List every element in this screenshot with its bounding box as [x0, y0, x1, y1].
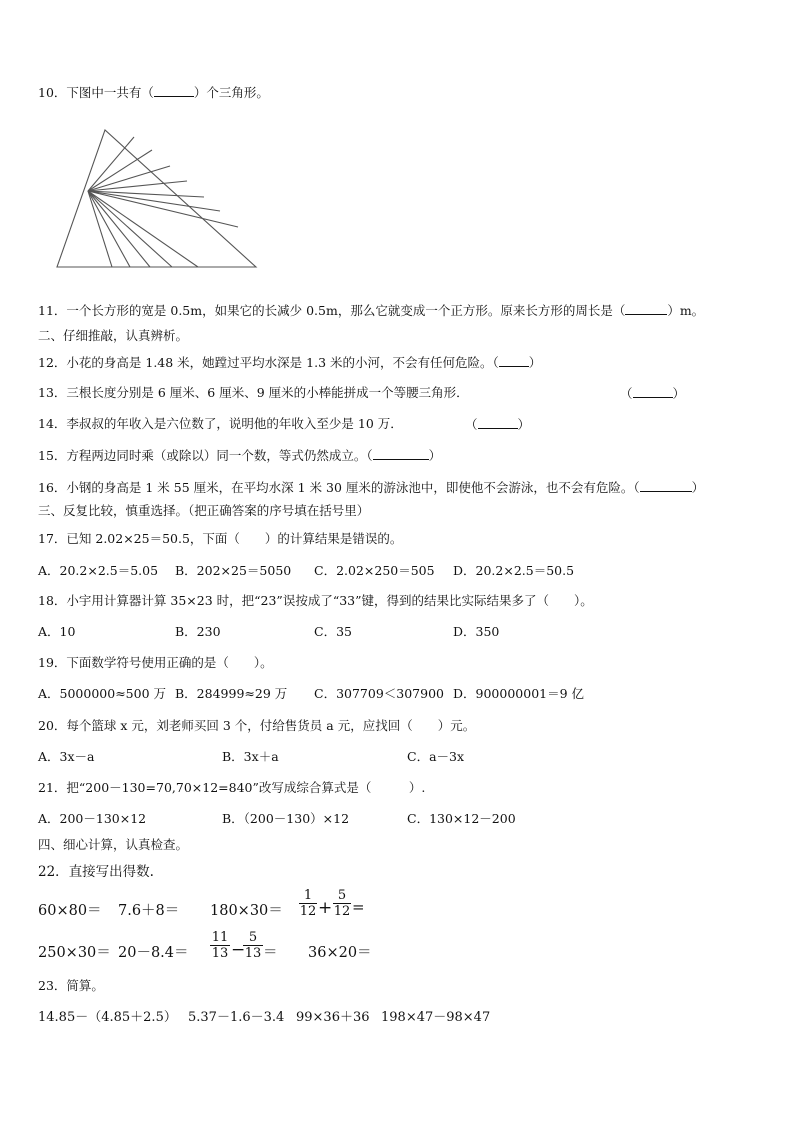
simplify-item: 99×36＋36 — [296, 1010, 370, 1025]
question-number: 14． — [38, 416, 67, 431]
simplify-item: 14.85－（4.85＋2.5） — [38, 1010, 177, 1025]
question-number: 10． — [38, 85, 67, 100]
option-a[interactable]: A．200－130×12 — [38, 811, 147, 826]
calc-item: 60×80＝ — [38, 903, 102, 919]
option-c[interactable]: C．307709＜307900 — [314, 686, 444, 701]
question-20 — [38, 718, 475, 734]
question-23 — [38, 978, 104, 994]
option-c[interactable]: C．130×12－200 — [407, 811, 516, 826]
section-4-heading: 四、细心计算，认真检查。 — [38, 837, 189, 852]
bracket-close: ） — [517, 417, 531, 432]
bracket-open: （ — [465, 417, 478, 432]
question-text: 每个篮球 x 元，刘老师买回 3 个，付给售货员 a 元，应找回（ ）元。 — [66, 718, 476, 733]
option-b[interactable]: B．284999≈29 万 — [175, 686, 288, 701]
question-text: 简算。 — [66, 978, 104, 993]
numerator: 11 — [211, 930, 229, 945]
question-text: 一个长方形的宽是 0.5m，如果它的长减少 0.5m，那么它就变成一个正方形。原来长方形的周长是（ — [66, 303, 626, 318]
question-number: 19． — [38, 655, 67, 670]
question-text-end: ）个三角形。 — [193, 85, 269, 100]
option-a[interactable]: A．3x－a — [38, 749, 95, 764]
fraction — [299, 888, 317, 919]
question-10 — [38, 84, 269, 101]
section-2-heading: 二、仔细推敲，认真辨析。 — [38, 328, 189, 343]
question-text: 已知 2.02×25＝50.5，下面（ ）的计算结果是错误的。 — [66, 531, 403, 546]
equals-sign: = — [352, 898, 365, 916]
denominator: 12 — [299, 904, 317, 919]
option-a[interactable]: A．20.2×2.5＝5.05 — [38, 563, 159, 578]
numerator: 5 — [248, 930, 258, 945]
question-16 — [38, 479, 704, 496]
question-18 — [38, 593, 593, 609]
question-number: 17． — [38, 531, 67, 546]
question-text-end: ）m。 — [667, 303, 705, 318]
answer-blank[interactable] — [640, 479, 692, 492]
fraction — [333, 888, 351, 919]
question-number: 13． — [38, 385, 67, 400]
plus-operator: + — [318, 898, 333, 918]
section-3-heading: 三、反复比较，慎重选择。（把正确答案的序号填在括号里） — [38, 503, 370, 518]
option-b[interactable]: B．202×25＝5050 — [175, 563, 292, 578]
option-c[interactable]: C．35 — [314, 624, 352, 639]
denominator: 13 — [244, 946, 262, 961]
calc-item: 250×30＝ — [38, 945, 111, 961]
answer-blank[interactable] — [478, 416, 518, 429]
question-text-end: ） — [528, 355, 542, 370]
fraction — [243, 930, 263, 961]
answer-bracket-14 — [465, 416, 530, 433]
question-number: 18． — [38, 593, 67, 608]
question-text: 小钢的身高是 1 米 55 厘米，在平均水深 1 米 30 厘米的游泳池中，即使他不会游泳，也不会有危险。（ — [66, 480, 640, 495]
question-text: 下图中一共有（ — [66, 85, 154, 100]
question-number: 20． — [38, 718, 67, 733]
question-text-end: ） — [691, 480, 705, 495]
question-text-end: ） — [428, 448, 442, 463]
question-number: 15． — [38, 448, 67, 463]
calc-item: 180×30＝ — [210, 903, 283, 919]
question-19 — [38, 655, 273, 671]
question-12 — [38, 354, 541, 371]
question-17 — [38, 531, 402, 547]
equals-sign: ＝ — [263, 945, 278, 961]
bracket-close: ） — [672, 386, 686, 401]
question-number: 12． — [38, 355, 67, 370]
question-text: 小花的身高是 1.48 米，她蹚过平均水深是 1.3 米的小河，不会有任何危险。（ — [66, 355, 499, 370]
question-text: 方程两边同时乘（或除以）同一个数，等式仍然成立。（ — [66, 448, 373, 463]
numerator: 1 — [303, 888, 313, 903]
simplify-item: 5.37－1.6－3.4 — [188, 1010, 285, 1025]
option-b[interactable]: B．（200－130）×12 — [222, 811, 350, 826]
option-c[interactable]: C．a－3x — [407, 749, 465, 764]
question-number: 11． — [38, 303, 67, 318]
answer-blank[interactable] — [154, 84, 194, 97]
answer-blank[interactable] — [373, 447, 429, 460]
fraction — [210, 930, 230, 961]
option-a[interactable]: A．10 — [38, 624, 76, 639]
question-11 — [38, 302, 704, 319]
question-14 — [38, 416, 403, 432]
question-21 — [38, 780, 425, 796]
calc-item: 7.6＋8＝ — [118, 903, 180, 919]
question-number: 23． — [38, 978, 67, 993]
option-d[interactable]: D．350 — [453, 624, 500, 639]
option-c[interactable]: C．2.02×250＝505 — [314, 563, 435, 578]
calc-item: 36×20＝ — [308, 945, 372, 961]
answer-bracket-13 — [620, 385, 685, 402]
minus-operator: − — [231, 940, 246, 960]
question-text: 小宇用计算器计算 35×23 时，把“23”误按成了“33”键，得到的结果比实际结果多了（ ）。 — [66, 593, 593, 608]
question-text: 直接写出得数. — [68, 864, 154, 880]
option-b[interactable]: B．3x＋a — [222, 749, 279, 764]
bracket-open: （ — [620, 386, 633, 401]
numerator: 5 — [337, 888, 347, 903]
option-b[interactable]: B．230 — [175, 624, 221, 639]
question-number: 22． — [38, 864, 69, 880]
option-d[interactable]: D．20.2×2.5＝50.5 — [453, 563, 575, 578]
question-number: 16． — [38, 480, 67, 495]
question-number: 21． — [38, 780, 67, 795]
answer-blank[interactable] — [633, 385, 673, 398]
denominator: 13 — [211, 946, 229, 961]
question-text: 李叔叔的年收入是六位数了，说明他的年收入至少是 10 万． — [66, 416, 403, 431]
simplify-item: 198×47－98×47 — [381, 1010, 491, 1025]
triangle-figure — [52, 124, 262, 289]
question-text: 下面数学符号使用正确的是（ ）。 — [66, 655, 273, 670]
question-13 — [38, 385, 469, 401]
option-d[interactable]: D．900000001＝9 亿 — [453, 686, 585, 701]
option-a[interactable]: A．5000000≈500 万 — [38, 686, 167, 701]
calc-item: 20－8.4＝ — [118, 945, 189, 961]
question-15 — [38, 447, 441, 464]
answer-blank[interactable] — [625, 302, 667, 315]
question-text: 把“200－130=70,70×12=840”改写成综合算式是（ ）. — [66, 780, 426, 795]
question-text: 三根长度分别是 6 厘米、6 厘米、9 厘米的小棒能拼成一个等腰三角形． — [66, 385, 469, 400]
denominator: 12 — [333, 904, 351, 919]
answer-blank[interactable] — [499, 354, 529, 367]
question-22 — [38, 864, 154, 880]
